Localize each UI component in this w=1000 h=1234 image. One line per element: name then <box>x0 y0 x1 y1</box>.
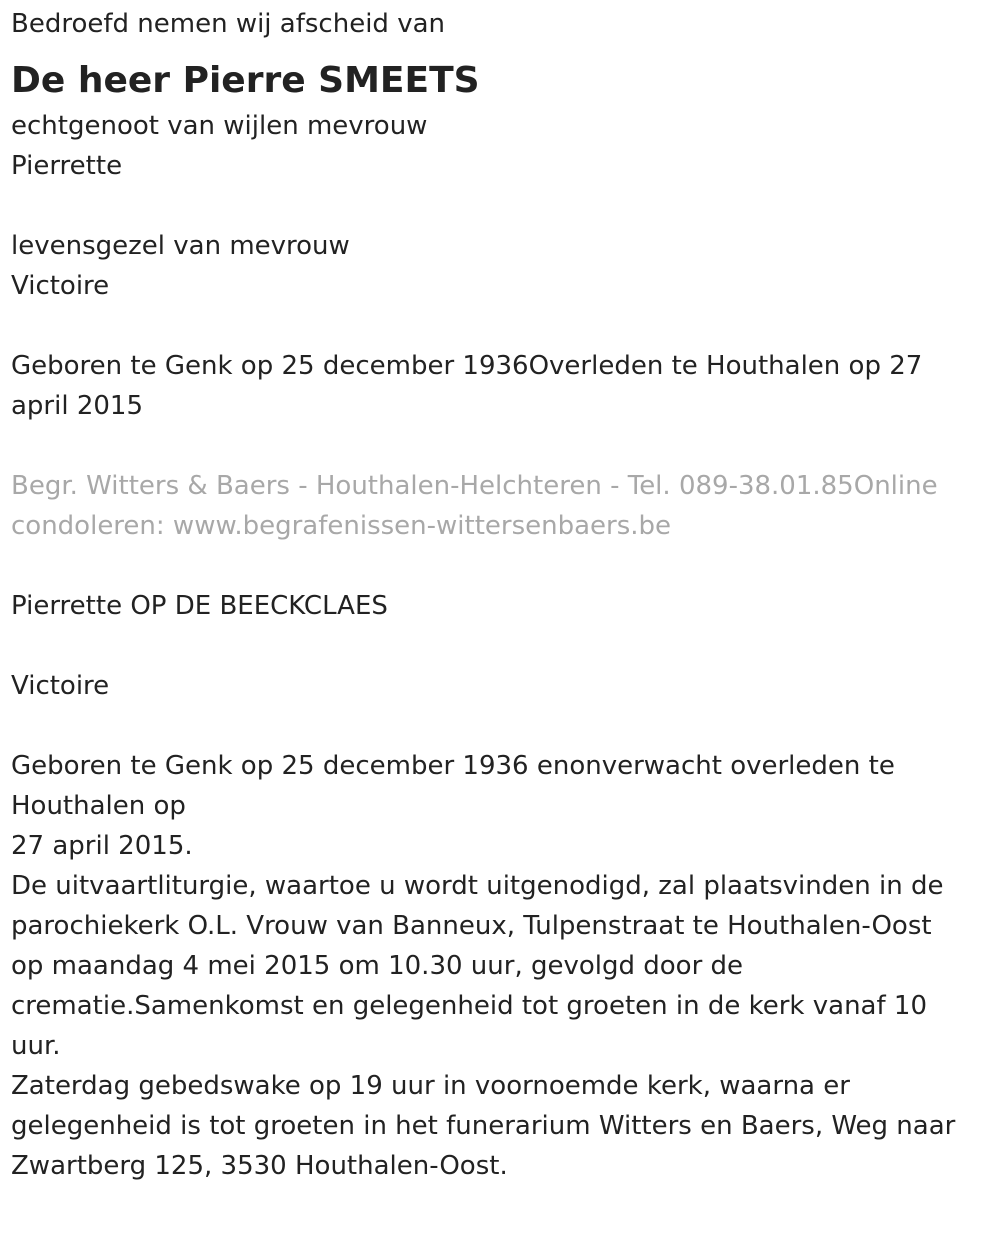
dates-line-2: april 2015 <box>11 391 144 421</box>
spacer <box>11 426 1000 466</box>
details-line: op maandag 4 mei 2015 om 10.30 uur, gevolgd door de <box>11 951 744 981</box>
funeral-home-line-2: condoleren: www.begrafenissen-wittersenbaers.be <box>11 511 672 541</box>
details-line: crematie.Samenkomst en gelegenheid tot groeten in de kerk vanaf 10 <box>11 991 927 1021</box>
details-line: parochiekerk O.L. Vrouw van Banneux, Tulpenstraat te Houthalen-Oost <box>11 911 932 941</box>
spacer <box>11 186 1000 226</box>
partner-line-2: Victoire <box>11 271 110 301</box>
spacer <box>11 546 1000 586</box>
spouse-line-2: Pierrette <box>11 151 123 181</box>
details-line: uur. <box>11 1031 61 1061</box>
details-line: Houthalen op <box>11 791 186 821</box>
details-line: gelegenheid is tot groeten in het funerarium Witters en Baers, Weg naar <box>11 1111 956 1141</box>
dates-line-1: Geboren te Genk op 25 december 1936Overleden te Houthalen op 27 <box>11 351 923 381</box>
spouse-line-1: echtgenoot van wijlen mevrouw <box>11 111 428 141</box>
details-line: Zwartberg 125, 3530 Houthalen-Oost. <box>11 1151 508 1181</box>
details-line: 27 april 2015. <box>11 831 193 861</box>
spacer <box>11 306 1000 346</box>
details-line: Zaterdag gebedswake op 19 uur in voornoemde kerk, waarna er <box>11 1071 850 1101</box>
partner-line-1: levensgezel van mevrouw <box>11 231 350 261</box>
family-member-1: Pierrette OP DE BEECKCLAES <box>11 591 388 621</box>
details-line: De uitvaartliturgie, waartoe u wordt uitgenodigd, zal plaatsvinden in de <box>11 871 944 901</box>
obituary-page <box>0 4 1000 1234</box>
deceased-name: De heer Pierre SMEETS <box>11 60 480 101</box>
details-line: Geboren te Genk op 25 december 1936 enonverwacht overleden te <box>11 751 895 781</box>
spacer <box>11 706 1000 746</box>
spacer <box>11 626 1000 666</box>
funeral-home-line-1: Begr. Witters & Baers - Houthalen-Helchteren - Tel. 089-38.01.85Online <box>11 471 938 501</box>
intro-text: Bedroefd nemen wij afscheid van <box>11 9 445 39</box>
family-member-2: Victoire <box>11 671 110 701</box>
